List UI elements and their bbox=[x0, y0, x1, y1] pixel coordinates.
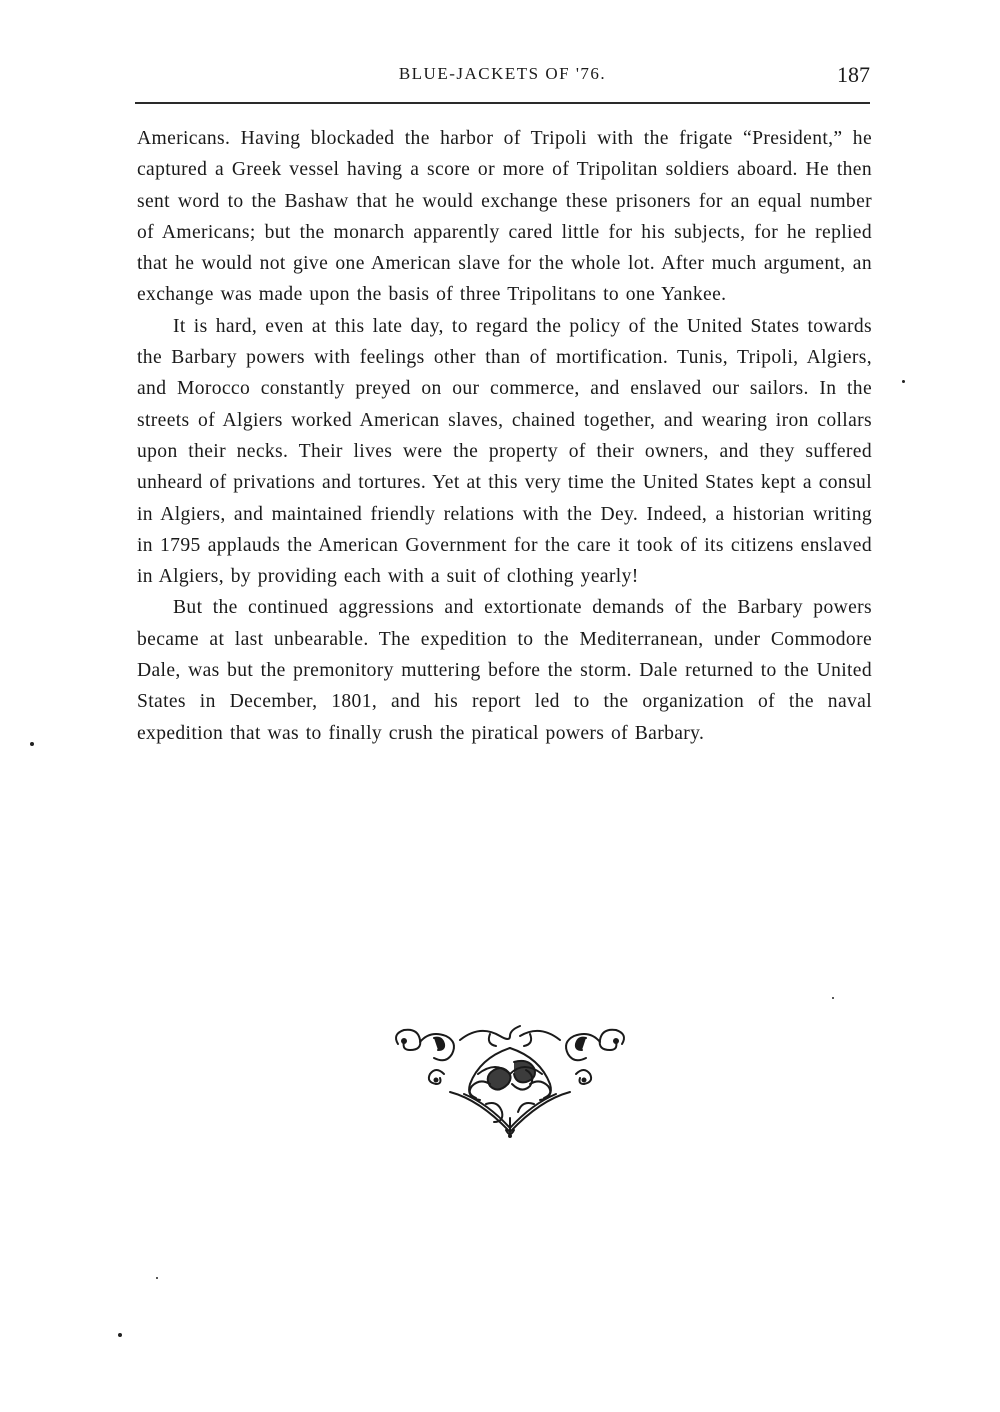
paragraph-2: It is hard, even at this late day, to regard the policy of the United States towards the Barbary powers with feelings other than of mortification. Tunis, Tripoli, Algiers, and Morocco constantly preyed on our commerce, and enslaved our sailors. In the streets of Algiers worked American slaves, chained together, and wearing iron collars upon their necks. Their lives were the property of their owners, and they suffered unheard of privations and tortures. Yet at this very time the United States kept a consul in Algiers, and maintained friendly relations with the Dey. Indeed, a historian writing in 1795 applauds the American Government for the care it took of its citizens enslaved in Algiers, by providing each with a suit of clothing yearly! bbox=[137, 315, 872, 588]
running-title: BLUE-JACKETS OF '76. bbox=[398, 64, 607, 83]
scan-speck bbox=[832, 997, 834, 999]
scan-speck bbox=[30, 742, 34, 746]
running-head bbox=[135, 62, 870, 92]
paragraph-3: But the continued aggressions and extortionate demands of the Barbary powers became at last unbearable. The expedition to the Mediterranean, under Commodore Dale, was but the premonitory muttering before the storm. Dale returned to the United States in December, 1801, and his report led to the organization of the naval expedition that was to finally crush the piratical powers of Barbary. bbox=[137, 597, 872, 744]
scan-speck bbox=[902, 380, 905, 383]
header-rule bbox=[135, 102, 870, 104]
paragraph-1: Americans. Having blockaded the harbor of Tripoli with the frigate “President,” he captured a Greek vessel having a score or more of Tripolitan soldiers aboard. He then sent word to the Bashaw that he would exchange these prisoners for an equal number of Americans; but the monarch apparently cared little for his subjects, for he replied that he would not give one American slave for the whole lot. After much argument, an exchange was made upon the basis of three Tripolitans to one Yankee. bbox=[137, 128, 872, 306]
page-number: 187 bbox=[837, 62, 870, 87]
decorative-flourish-icon bbox=[390, 1022, 630, 1142]
scan-speck bbox=[156, 1277, 158, 1279]
scan-speck bbox=[118, 1333, 122, 1337]
body-text bbox=[137, 123, 872, 749]
